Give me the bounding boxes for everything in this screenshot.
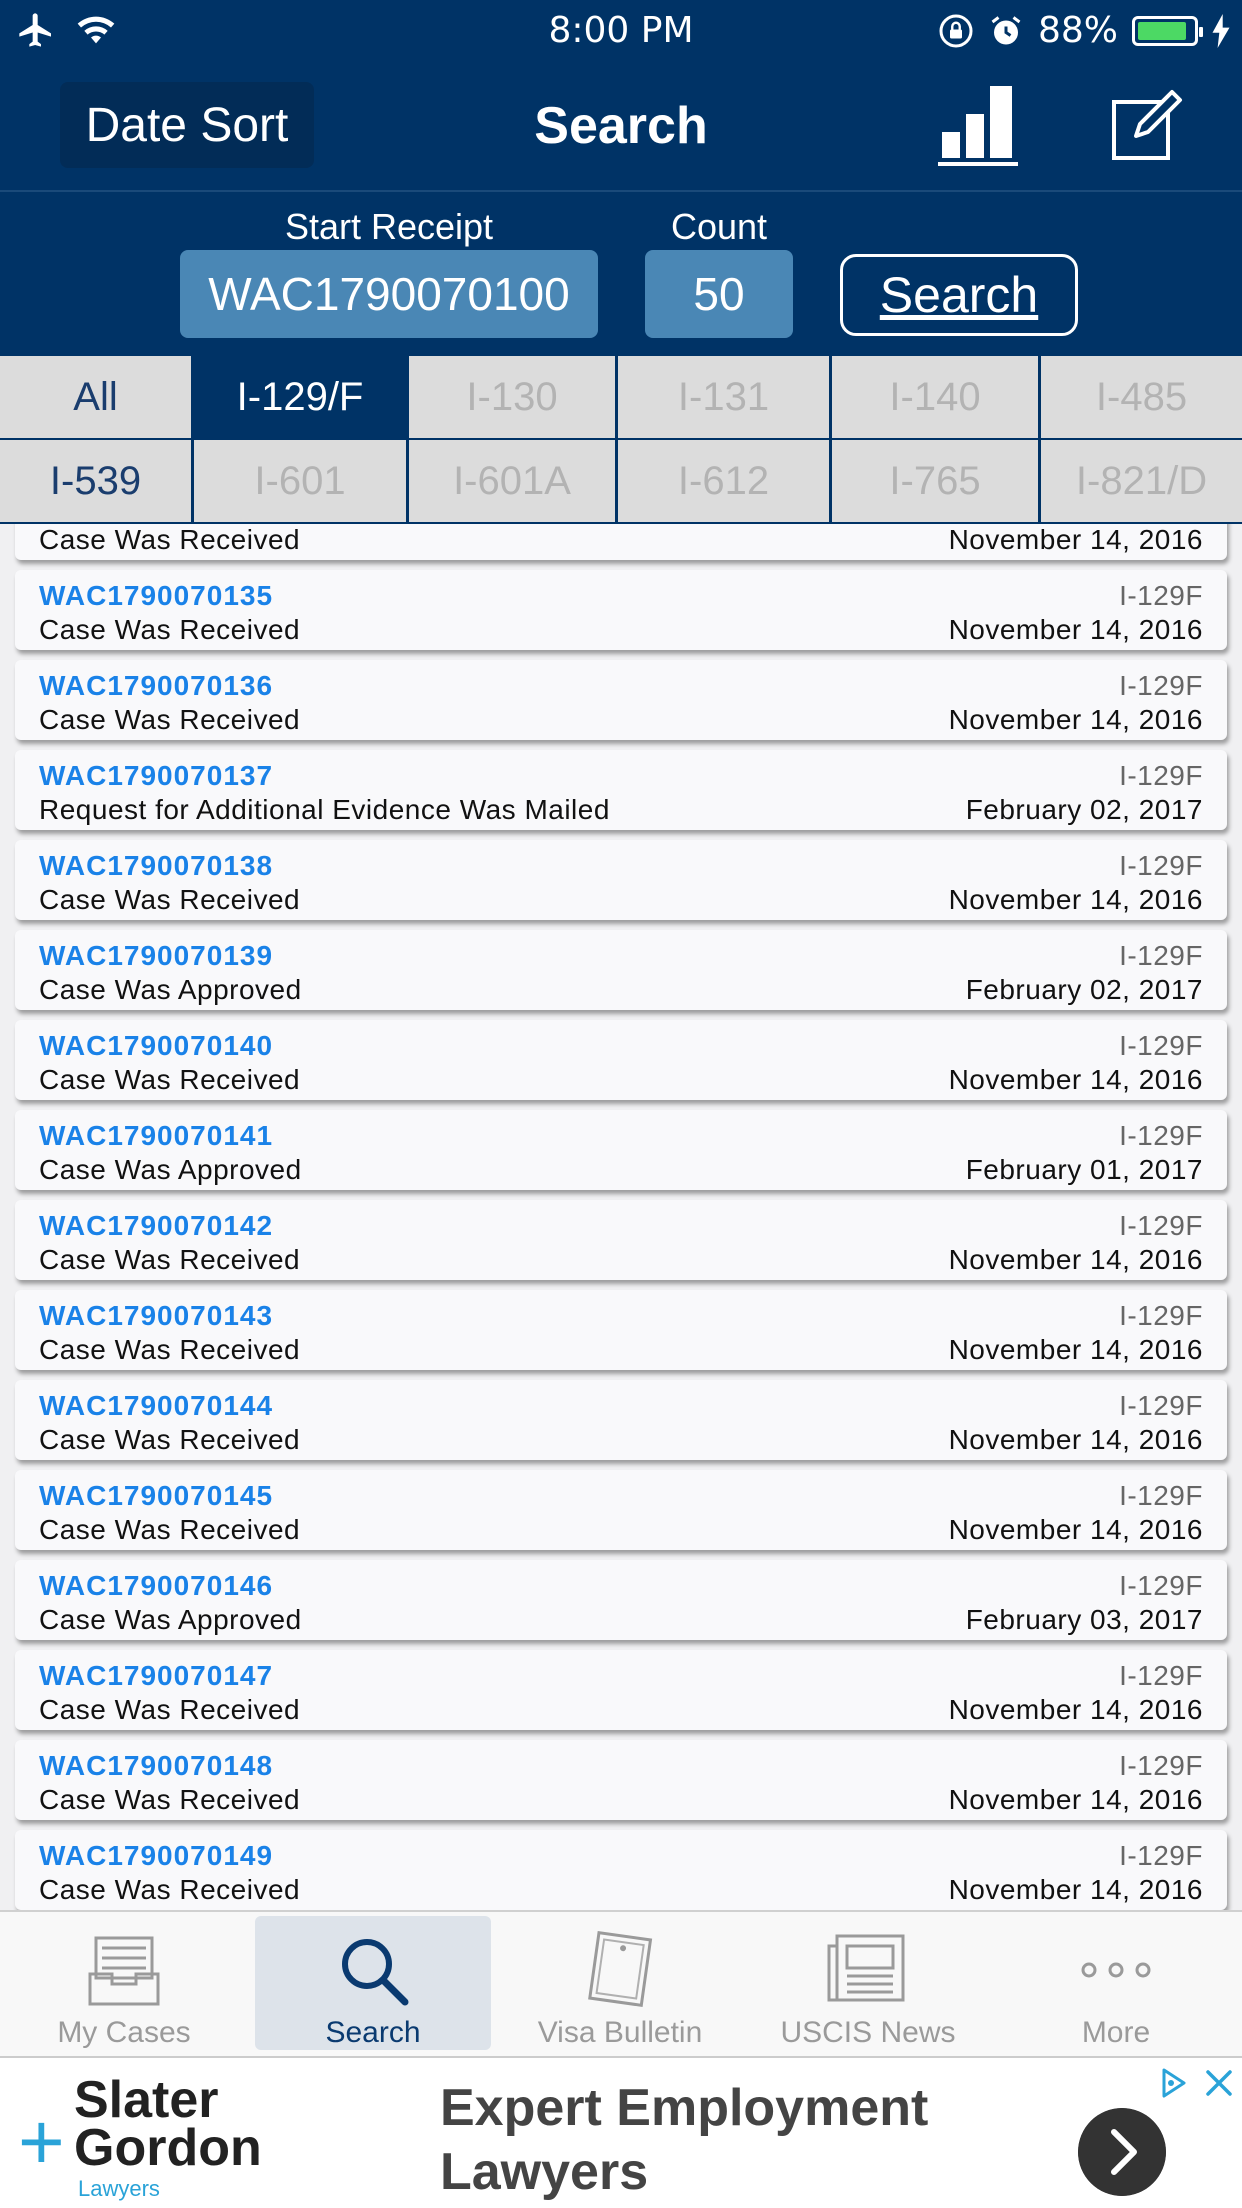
case-receipt-number: WAC1790070148 [39,1750,274,1781]
tab-i-130[interactable]: I-130 [409,356,615,438]
case-status: Case Was Received [39,1064,301,1095]
ad-banner[interactable] [0,2056,1242,2208]
case-status: Case Was Received [39,704,301,735]
case-form-type: I-129F [1119,850,1203,881]
case-receipt-number: WAC1790070136 [39,670,274,701]
case-row[interactable] [15,1380,1227,1460]
case-status: Case Was Received [39,1874,301,1905]
case-date: November 14, 2016 [948,1874,1203,1905]
case-status: Case Was Received [39,614,301,645]
tab-i-129-f[interactable]: I-129/F [194,356,406,438]
case-form-type: I-129F [1119,940,1203,971]
tab-label: Search [325,2016,421,2049]
ad-headline-line1: Expert Employment [440,2079,929,2137]
close-icon[interactable] [1198,2062,1240,2104]
case-form-type: I-129F [1119,1660,1203,1691]
case-receipt-number: WAC1790070144 [39,1390,274,1421]
tab-i-601a[interactable]: I-601A [409,440,615,522]
status-right [938,10,1230,51]
case-receipt-number: WAC1790070142 [39,1210,274,1241]
page-title: Search [534,97,708,155]
orientation-lock-icon [938,13,974,49]
ad-brand-sub: Lawyers [78,2176,160,2201]
tab-search[interactable] [255,1916,491,2050]
bottom-tab-bar [0,1910,1242,2056]
tab-my-cases[interactable] [6,1916,242,2050]
ad-choices-icon[interactable] [1152,2062,1194,2104]
tab-i-485[interactable]: I-485 [1041,356,1242,438]
case-form-type: I-129F [1119,670,1203,701]
nav-bar [0,60,1242,190]
count-input[interactable] [645,250,793,338]
case-status: Case Was Approved [39,974,302,1005]
count-label: Count [670,206,768,247]
case-row[interactable] [15,1830,1227,1910]
case-row[interactable] [15,930,1227,1010]
tab-visa-bulletin[interactable] [502,1916,738,2050]
case-status: Case Was Received [39,1244,301,1275]
case-date: November 14, 2016 [948,1244,1203,1275]
case-form-type: I-129F [1119,1480,1203,1511]
case-receipt-number: WAC1790070147 [39,1660,274,1691]
compose-icon[interactable] [1110,84,1184,164]
case-date: November 14, 2016 [948,1064,1203,1095]
case-row[interactable] [15,1020,1227,1100]
case-list[interactable] [0,524,1242,1910]
bar-chart-icon[interactable] [938,80,1022,168]
more-dots-icon [998,1930,1234,2010]
case-receipt-number: WAC1790070149 [39,1840,274,1871]
tab-i-131[interactable]: I-131 [618,356,829,438]
case-receipt-number: WAC1790070143 [39,1300,274,1331]
case-receipt-number: WAC1790070145 [39,1480,274,1511]
case-receipt-number: WAC1790070141 [39,1120,274,1151]
charging-icon [1212,14,1230,48]
ad-brand-logo [74,2071,262,2177]
case-row[interactable] [15,1740,1227,1820]
case-receipt-number: WAC1790070139 [39,940,274,971]
tab-label: Visa Bulletin [537,2016,703,2049]
form-type-tabs [0,356,1242,524]
case-status: Case Was Received [39,1424,301,1455]
note-icon [502,1930,738,2010]
tab-i-765[interactable]: I-765 [832,440,1038,522]
case-row[interactable] [15,750,1227,830]
brand-plus-icon: + [18,2097,65,2186]
case-date: November 14, 2016 [948,1514,1203,1545]
case-row[interactable] [15,840,1227,920]
case-date: February 02, 2017 [965,794,1203,825]
tab-i-821-d[interactable]: I-821/D [1041,440,1242,522]
ad-headline-line2: Lawyers [440,2143,649,2201]
tab-more[interactable] [998,1916,1234,2050]
tab-i-539[interactable]: I-539 [0,440,191,522]
tab-all[interactable]: All [0,356,191,438]
case-row[interactable] [15,1290,1227,1370]
case-row[interactable] [15,1110,1227,1190]
case-form-type: I-129F [1119,1030,1203,1061]
case-form-type: I-129F [1119,580,1203,611]
case-row[interactable] [15,570,1227,650]
search-form [0,190,1242,356]
case-row[interactable] [15,1470,1227,1550]
tab-i-601[interactable]: I-601 [194,440,406,522]
case-date: November 14, 2016 [948,1694,1203,1725]
tab-label: More [1081,2016,1151,2049]
tab-label: USCIS News [780,2016,956,2049]
case-form-type: I-129F [1119,1750,1203,1781]
case-receipt-number: WAC1790070138 [39,850,274,881]
search-button[interactable]: Search [840,254,1078,336]
case-form-type: I-129F [1119,1300,1203,1331]
ad-brand-line2: Gordon [74,2119,262,2177]
case-row[interactable] [15,660,1227,740]
case-date: November 14, 2016 [948,1334,1203,1365]
tab-uscis-news[interactable] [750,1916,986,2050]
case-date: February 03, 2017 [965,1604,1203,1635]
case-date: November 14, 2016 [948,614,1203,645]
magnifier-icon [255,1930,491,2010]
case-status: Case Was Received [39,1784,301,1815]
case-receipt-number: WAC1790070137 [39,760,274,791]
case-row[interactable] [15,524,1227,560]
battery-fill [1138,22,1186,40]
inbox-tray-icon [6,1930,242,2010]
case-date: November 14, 2016 [948,1424,1203,1455]
alarm-icon [988,13,1024,49]
date-sort-button[interactable]: Date Sort [60,82,314,168]
case-date: February 01, 2017 [965,1154,1203,1185]
battery-percent: 88% [1037,10,1118,51]
case-status: Case Was Received [39,1334,301,1365]
case-row[interactable] [15,1560,1227,1640]
start-receipt-label: Start Receipt [284,206,494,247]
status-time: 8:00 PM [548,10,694,51]
case-status: Case Was Received [39,524,301,555]
case-status: Case Was Approved [39,1154,302,1185]
case-date: November 14, 2016 [948,884,1203,915]
case-status: Case Was Received [39,1694,301,1725]
case-date: November 14, 2016 [948,524,1203,555]
case-status: Case Was Approved [39,1604,302,1635]
ad-brand-line1: Slater [74,2071,219,2129]
case-date: November 14, 2016 [948,1784,1203,1815]
case-status: Case Was Received [39,1514,301,1545]
case-form-type: I-129F [1119,1390,1203,1421]
case-form-type: I-129F [1119,1120,1203,1151]
battery-icon [1132,16,1198,46]
case-receipt-number: WAC1790070140 [39,1030,274,1061]
ad-headline [440,2076,960,2204]
start-receipt-input[interactable] [180,250,598,338]
case-status: Request for Additional Evidence Was Mailed [39,794,610,825]
newspaper-icon [750,1930,986,2010]
case-receipt-number: WAC1790070135 [39,580,274,611]
tab-i-612[interactable]: I-612 [618,440,829,522]
case-receipt-number: WAC1790070146 [39,1570,274,1601]
case-row[interactable] [15,1200,1227,1280]
tab-label: My Cases [57,2016,191,2049]
case-date: February 02, 2017 [965,974,1203,1005]
status-bar [0,0,1242,60]
case-date: November 14, 2016 [948,704,1203,735]
tab-i-140[interactable]: I-140 [832,356,1038,438]
case-form-type: I-129F [1119,760,1203,791]
case-form-type: I-129F [1119,1570,1203,1601]
case-row[interactable] [15,1650,1227,1730]
case-status: Case Was Received [39,884,301,915]
case-form-type: I-129F [1119,1840,1203,1871]
case-form-type: I-129F [1119,1210,1203,1241]
chevron-right-icon[interactable] [1078,2108,1166,2196]
